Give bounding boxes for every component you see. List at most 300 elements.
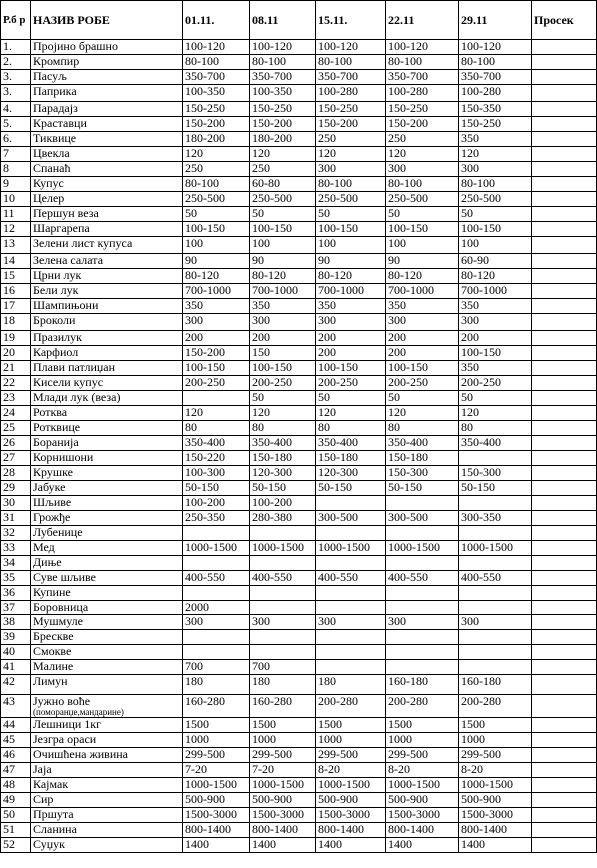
price-cell: 100-150 xyxy=(250,222,316,237)
row-number: 19 xyxy=(1,331,31,346)
price-cell: 300 xyxy=(459,314,532,331)
average-cell xyxy=(532,675,597,695)
price-cell: 120 xyxy=(183,147,250,162)
item-name-cell xyxy=(31,748,183,763)
average-cell xyxy=(532,615,597,630)
price-cell: 1400 xyxy=(183,838,250,853)
row-number: 44 xyxy=(1,718,31,733)
average-cell xyxy=(532,526,597,541)
price-cell: 120-300 xyxy=(316,466,386,481)
price-cell: 300 xyxy=(386,314,459,331)
price-cell: 400-550 xyxy=(250,571,316,586)
item-name-cell xyxy=(31,556,183,571)
price-cell: 50 xyxy=(250,391,316,406)
item-name: Млади лук (веза) xyxy=(33,390,121,404)
price-cell xyxy=(250,556,316,571)
price-cell: 80-100 xyxy=(316,177,386,192)
row-number: 51 xyxy=(1,823,31,838)
price-cell: 1400 xyxy=(459,838,532,853)
price-cell: 80 xyxy=(316,421,386,436)
price-cell: 200-250 xyxy=(316,376,386,391)
price-cell: 80 xyxy=(183,421,250,436)
average-cell xyxy=(532,70,597,85)
row-number: 32 xyxy=(1,526,31,541)
item-name-cell xyxy=(31,162,183,177)
price-cell: 1500 xyxy=(183,718,250,733)
item-name-cell xyxy=(31,314,183,331)
price-cell: 100-280 xyxy=(386,85,459,102)
row-number: 23 xyxy=(1,391,31,406)
price-cell: 80-100 xyxy=(250,55,316,70)
price-cell: 350-700 xyxy=(459,70,532,85)
row-number: 12 xyxy=(1,222,31,237)
average-cell xyxy=(532,466,597,481)
price-cell: 150 xyxy=(250,346,316,361)
header-average: Просек xyxy=(532,1,597,40)
price-cell: 300 xyxy=(386,615,459,630)
price-cell: 200-250 xyxy=(250,376,316,391)
item-name: Першун веза xyxy=(33,206,99,220)
price-cell: 299-500 xyxy=(459,748,532,763)
price-cell xyxy=(386,660,459,675)
price-cell: 400-550 xyxy=(386,571,459,586)
item-name: Јабуке xyxy=(33,480,66,494)
price-cell: 100-150 xyxy=(386,222,459,237)
item-name-cell xyxy=(31,526,183,541)
table-row xyxy=(1,541,597,556)
item-name-cell xyxy=(31,823,183,838)
item-name: Ротква xyxy=(33,405,68,419)
price-cell xyxy=(183,586,250,601)
table-row xyxy=(1,660,597,675)
item-name: Пршута xyxy=(33,807,74,821)
row-number: 42 xyxy=(1,675,31,695)
row-number: 40 xyxy=(1,645,31,660)
item-name: Ротквице xyxy=(33,420,81,434)
price-cell: 120 xyxy=(386,406,459,421)
item-name-cell xyxy=(31,376,183,391)
price-cell: 180 xyxy=(316,675,386,695)
price-cell: 50-150 xyxy=(316,481,386,496)
price-cell: 100-300 xyxy=(183,466,250,481)
item-name: Смокве xyxy=(33,644,72,658)
price-cell: 350-700 xyxy=(386,70,459,85)
average-cell xyxy=(532,436,597,451)
table-row xyxy=(1,299,597,314)
table-row xyxy=(1,102,597,117)
price-cell xyxy=(459,586,532,601)
item-name-cell xyxy=(31,421,183,436)
price-cell xyxy=(386,630,459,645)
price-cell: 200-280 xyxy=(459,695,532,718)
item-name: Малине xyxy=(33,659,74,673)
average-cell xyxy=(532,733,597,748)
price-cell: 100 xyxy=(250,237,316,254)
price-cell: 80-120 xyxy=(459,269,532,284)
price-cell: 80 xyxy=(459,421,532,436)
price-cell: 120 xyxy=(459,406,532,421)
table-row xyxy=(1,496,597,511)
item-name: Празилук xyxy=(33,330,82,344)
row-number: 29 xyxy=(1,481,31,496)
table-row xyxy=(1,331,597,346)
table-row xyxy=(1,481,597,496)
row-number: 13 xyxy=(1,237,31,254)
row-number: 48 xyxy=(1,778,31,793)
price-cell: 250-500 xyxy=(459,192,532,207)
item-name-cell xyxy=(31,346,183,361)
row-number: 17 xyxy=(1,299,31,314)
price-cell: 100-280 xyxy=(459,85,532,102)
row-number: 10 xyxy=(1,192,31,207)
row-number: 21 xyxy=(1,361,31,376)
price-cell: 100-120 xyxy=(250,40,316,55)
price-cell: 250 xyxy=(183,162,250,177)
price-cell: 250-500 xyxy=(250,192,316,207)
table-row xyxy=(1,70,597,85)
price-cell: 250-500 xyxy=(316,192,386,207)
price-cell: 1400 xyxy=(250,838,316,853)
item-name: Цвекла xyxy=(33,146,70,160)
price-cell xyxy=(316,630,386,645)
table-row xyxy=(1,571,597,586)
price-cell: 50 xyxy=(386,391,459,406)
header-date-3: 15.11. xyxy=(316,1,386,40)
item-name: Броколи xyxy=(33,313,76,327)
item-name: Диње xyxy=(33,555,62,569)
price-cell: 350 xyxy=(459,361,532,376)
price-cell: 150-200 xyxy=(250,117,316,132)
price-cell: 200 xyxy=(386,346,459,361)
price-cell: 1500-3000 xyxy=(316,808,386,823)
price-cell xyxy=(316,601,386,615)
price-cell: 1400 xyxy=(386,838,459,853)
price-cell: 120 xyxy=(250,406,316,421)
average-cell xyxy=(532,601,597,615)
table-row xyxy=(1,526,597,541)
price-cell: 160-180 xyxy=(386,675,459,695)
row-number: 50 xyxy=(1,808,31,823)
item-name-cell xyxy=(31,451,183,466)
price-cell: 100-120 xyxy=(386,40,459,55)
row-number: 2. xyxy=(1,55,31,70)
price-cell: 100-200 xyxy=(250,496,316,511)
item-name-cell xyxy=(31,284,183,299)
item-name: Лимун xyxy=(33,674,68,688)
price-cell: 50 xyxy=(183,207,250,222)
price-cell: 700 xyxy=(183,660,250,675)
row-number: 20 xyxy=(1,346,31,361)
price-cell xyxy=(250,645,316,660)
item-name: Зелени лист купуса xyxy=(33,236,133,250)
average-cell xyxy=(532,361,597,376)
average-cell xyxy=(532,451,597,466)
price-cell: 300 xyxy=(316,162,386,177)
price-cell: 50-150 xyxy=(250,481,316,496)
price-cell: 1400 xyxy=(316,838,386,853)
row-number: 8 xyxy=(1,162,31,177)
average-cell xyxy=(532,556,597,571)
price-cell: 150-250 xyxy=(250,102,316,117)
table-row xyxy=(1,237,597,254)
row-number: 39 xyxy=(1,630,31,645)
table-body xyxy=(1,40,597,853)
table-row xyxy=(1,421,597,436)
header-date-1: 01.11. xyxy=(183,1,250,40)
table-row xyxy=(1,117,597,132)
table-row xyxy=(1,132,597,147)
price-cell: 100 xyxy=(459,237,532,254)
price-cell xyxy=(183,556,250,571)
item-name: Купине xyxy=(33,585,71,599)
price-cell: 1500 xyxy=(250,718,316,733)
price-cell: 50 xyxy=(459,207,532,222)
price-cell: 250 xyxy=(316,132,386,147)
table-row xyxy=(1,718,597,733)
item-name: Бели лук xyxy=(33,283,79,297)
price-cell: 350 xyxy=(386,299,459,314)
price-cell xyxy=(459,601,532,615)
price-cell: 90 xyxy=(183,254,250,269)
item-name: Очишћена живина xyxy=(33,747,128,761)
price-cell xyxy=(459,660,532,675)
price-cell: 80-120 xyxy=(386,269,459,284)
price-cell: 200 xyxy=(316,346,386,361)
item-name-cell xyxy=(31,40,183,55)
row-number: 9 xyxy=(1,177,31,192)
table-row xyxy=(1,675,597,695)
item-name: Боранија xyxy=(33,435,79,449)
average-cell xyxy=(532,571,597,586)
row-number: 7 xyxy=(1,147,31,162)
average-cell xyxy=(532,481,597,496)
price-cell: 800-1400 xyxy=(183,823,250,838)
price-cell xyxy=(316,660,386,675)
price-cell: 8-20 xyxy=(386,763,459,778)
price-cell: 80-100 xyxy=(386,177,459,192)
price-cell: 150-180 xyxy=(386,451,459,466)
price-cell: 150-180 xyxy=(316,451,386,466)
price-cell: 120-300 xyxy=(250,466,316,481)
item-name: Боровница xyxy=(33,600,89,614)
price-cell: 1000-1500 xyxy=(386,541,459,556)
item-name-cell xyxy=(31,192,183,207)
item-name: Шаргарепа xyxy=(33,221,90,235)
price-cell xyxy=(316,496,386,511)
row-number: 6. xyxy=(1,132,31,147)
price-cell: 180 xyxy=(183,675,250,695)
price-cell: 80-100 xyxy=(183,55,250,70)
price-cell: 300 xyxy=(250,314,316,331)
price-cell: 100-350 xyxy=(183,85,250,102)
table-row xyxy=(1,466,597,481)
price-cell xyxy=(386,496,459,511)
price-cell: 350-400 xyxy=(183,436,250,451)
average-cell xyxy=(532,823,597,838)
item-name-cell xyxy=(31,778,183,793)
price-cell: 60-90 xyxy=(459,254,532,269)
price-cell: 50 xyxy=(316,207,386,222)
item-name: Целер xyxy=(33,191,65,205)
header-item-name: НАЗИВ РОБЕ xyxy=(31,1,183,40)
price-cell: 180 xyxy=(250,675,316,695)
row-number: 16 xyxy=(1,284,31,299)
price-cell xyxy=(316,526,386,541)
average-cell xyxy=(532,346,597,361)
row-number: 22 xyxy=(1,376,31,391)
item-name: Кајмак xyxy=(33,777,69,791)
price-cell xyxy=(386,645,459,660)
item-name: Црни лук xyxy=(33,268,82,282)
average-cell xyxy=(532,132,597,147)
price-cell: 200-280 xyxy=(386,695,459,718)
price-cell: 1000 xyxy=(183,733,250,748)
item-name: Суве шљиве xyxy=(33,570,96,584)
price-cell xyxy=(250,586,316,601)
row-number: 41 xyxy=(1,660,31,675)
price-cell: 250 xyxy=(386,132,459,147)
price-cell: 1000 xyxy=(386,733,459,748)
item-name: Језгра ораси xyxy=(33,732,97,746)
price-cell: 300 xyxy=(316,615,386,630)
table-row xyxy=(1,254,597,269)
table-row xyxy=(1,284,597,299)
table-row xyxy=(1,361,597,376)
item-name-cell xyxy=(31,436,183,451)
price-cell: 160-280 xyxy=(250,695,316,718)
price-cell: 150-250 xyxy=(459,117,532,132)
price-cell: 100 xyxy=(316,237,386,254)
average-cell xyxy=(532,838,597,853)
price-cell xyxy=(459,630,532,645)
item-name-cell xyxy=(31,177,183,192)
row-number: 33 xyxy=(1,541,31,556)
price-cell: 800-1400 xyxy=(316,823,386,838)
price-cell: 100 xyxy=(386,237,459,254)
item-name: Пасуљ xyxy=(33,69,67,83)
table-row xyxy=(1,55,597,70)
average-cell xyxy=(532,541,597,556)
item-name-cell xyxy=(31,763,183,778)
item-name-cell xyxy=(31,733,183,748)
item-name: Тиквице xyxy=(33,131,77,145)
table-row xyxy=(1,192,597,207)
average-cell xyxy=(532,117,597,132)
average-cell xyxy=(532,55,597,70)
price-cell: 350-700 xyxy=(183,70,250,85)
item-name: Грожђе xyxy=(33,510,71,524)
price-cell: 90 xyxy=(250,254,316,269)
item-name: Суџук xyxy=(33,837,65,851)
price-cell: 350-400 xyxy=(250,436,316,451)
price-cell: 120 xyxy=(316,406,386,421)
item-name-cell xyxy=(31,102,183,117)
row-number: 52 xyxy=(1,838,31,853)
average-cell xyxy=(532,496,597,511)
price-cell: 150-180 xyxy=(250,451,316,466)
average-cell xyxy=(532,630,597,645)
price-cell xyxy=(386,526,459,541)
price-cell: 1500-3000 xyxy=(386,808,459,823)
item-name-cell xyxy=(31,117,183,132)
price-cell: 700 xyxy=(250,660,316,675)
price-cell: 50-150 xyxy=(183,481,250,496)
row-number: 27 xyxy=(1,451,31,466)
table-row xyxy=(1,162,597,177)
price-cell: 80-100 xyxy=(386,55,459,70)
price-cell: 180-200 xyxy=(250,132,316,147)
item-name-cell xyxy=(31,147,183,162)
average-cell xyxy=(532,40,597,55)
price-cell xyxy=(316,556,386,571)
price-cell: 300 xyxy=(386,162,459,177)
item-name: Крушке xyxy=(33,465,73,479)
price-cell: 800-1400 xyxy=(250,823,316,838)
item-name-cell xyxy=(31,481,183,496)
price-cell: 500-900 xyxy=(250,793,316,808)
price-cell: 350 xyxy=(316,299,386,314)
average-cell xyxy=(532,284,597,299)
average-cell xyxy=(532,102,597,117)
item-name: Шљиве xyxy=(33,495,72,509)
item-name-cell xyxy=(31,601,183,615)
table-row xyxy=(1,147,597,162)
table-row xyxy=(1,838,597,853)
price-cell: 299-500 xyxy=(250,748,316,763)
price-cell xyxy=(183,630,250,645)
price-cell: 299-500 xyxy=(386,748,459,763)
price-cell: 50 xyxy=(250,207,316,222)
price-cell: 100-150 xyxy=(183,361,250,376)
price-cell: 400-550 xyxy=(183,571,250,586)
average-cell xyxy=(532,645,597,660)
price-cell: 1000-1500 xyxy=(316,541,386,556)
average-cell xyxy=(532,376,597,391)
price-cell: 160-180 xyxy=(459,675,532,695)
price-cell: 1500 xyxy=(316,718,386,733)
row-number: 43 xyxy=(1,695,31,718)
price-cell: 100-280 xyxy=(316,85,386,102)
price-cell: 50 xyxy=(459,391,532,406)
price-cell: 250 xyxy=(250,162,316,177)
price-cell: 400-550 xyxy=(459,571,532,586)
price-cell: 100-150 xyxy=(316,222,386,237)
row-number: 14 xyxy=(1,254,31,269)
item-name-cell xyxy=(31,645,183,660)
table-row xyxy=(1,630,597,645)
price-cell: 80-120 xyxy=(183,269,250,284)
price-cell: 350 xyxy=(183,299,250,314)
table-row xyxy=(1,451,597,466)
price-cell: 250-500 xyxy=(386,192,459,207)
price-cell: 200-250 xyxy=(183,376,250,391)
row-number: 49 xyxy=(1,793,31,808)
header-date-2: 08.11 xyxy=(250,1,316,40)
item-name: Лешници 1кг xyxy=(33,717,102,731)
price-cell: 80 xyxy=(386,421,459,436)
price-cell: 150-250 xyxy=(316,102,386,117)
item-name-cell xyxy=(31,269,183,284)
item-name-cell xyxy=(31,237,183,254)
price-cell: 1000 xyxy=(316,733,386,748)
price-cell: 60-80 xyxy=(250,177,316,192)
average-cell xyxy=(532,331,597,346)
price-cell: 100-150 xyxy=(250,361,316,376)
price-cell: 80 xyxy=(250,421,316,436)
price-cell: 1000-1500 xyxy=(250,541,316,556)
price-cell: 150-250 xyxy=(183,102,250,117)
table-row xyxy=(1,85,597,102)
